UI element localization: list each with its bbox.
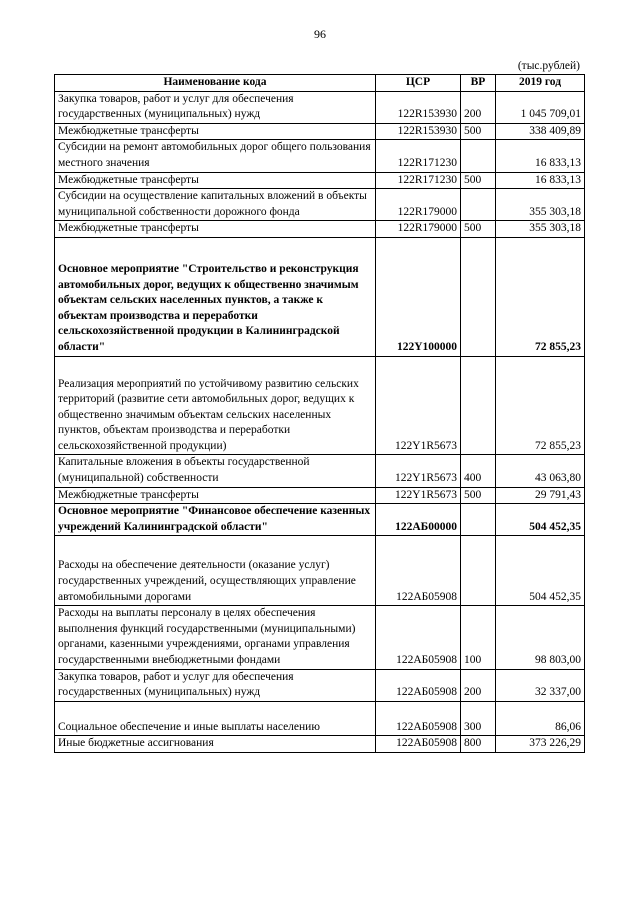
row-vr: 200 [461, 91, 496, 123]
row-amount: 355 303,18 [496, 221, 585, 238]
row-name: Межбюджетные трансферты [55, 221, 376, 238]
table-row [55, 669, 585, 701]
table-row [55, 91, 585, 123]
table-row-main-event [55, 504, 585, 536]
row-csr: 122R171230 [376, 172, 461, 189]
row-amount: 373 226,29 [496, 736, 585, 753]
row-csr: 122АБ05908 [376, 606, 461, 669]
row-csr: 122R179000 [376, 221, 461, 238]
header-vr: ВР [461, 75, 496, 92]
row-vr: 500 [461, 487, 496, 504]
row-name: Социальное обеспечение и иные выплаты населению [55, 701, 376, 736]
header-year: 2019 год [496, 75, 585, 92]
row-name: Межбюджетные трансферты [55, 172, 376, 189]
table-row [55, 736, 585, 753]
table-row-main-event [55, 237, 585, 356]
row-vr: 300 [461, 701, 496, 736]
row-name: Субсидии на ремонт автомобильных дорог общего пользования местного значения [55, 140, 376, 172]
row-csr: 122Y1R5673 [376, 455, 461, 487]
row-vr [461, 356, 496, 455]
row-name: Иные бюджетные ассигнования [55, 736, 376, 753]
row-vr [461, 536, 496, 606]
row-name: Капитальные вложения в объекты государственной (муниципальной) собственности [55, 455, 376, 487]
row-csr: 122АБ05908 [376, 536, 461, 606]
table-row [55, 189, 585, 221]
table-row [55, 140, 585, 172]
row-amount: 355 303,18 [496, 189, 585, 221]
table-row [55, 701, 585, 736]
row-amount: 29 791,43 [496, 487, 585, 504]
row-amount: 32 337,00 [496, 669, 585, 701]
row-name: Субсидии на осуществление капитальных вложений в объекты муниципальной собственности дорожного фонда [55, 189, 376, 221]
unit-note: (тыс.рублей) [517, 60, 580, 72]
row-name: Межбюджетные трансферты [55, 487, 376, 504]
row-csr: 122АБ05908 [376, 669, 461, 701]
row-vr: 500 [461, 172, 496, 189]
table-row [55, 356, 585, 455]
row-name: Расходы на выплаты персоналу в целях обеспечения выполнения функций государственными (муниципальными) органами, казенными учреждениями, органами управления государственными внебюджетными фондами [55, 606, 376, 669]
row-vr: 400 [461, 455, 496, 487]
row-csr: 122R153930 [376, 91, 461, 123]
row-csr: 122АБ05908 [376, 701, 461, 736]
row-amount: 504 452,35 [496, 536, 585, 606]
row-csr: 122R179000 [376, 189, 461, 221]
row-name: Основное мероприятие "Строительство и реконструкция автомобильных дорог, ведущих к общественно значимым объектам сельских населенных пунктов, а также к объектам производства и переработки сельскохозяйственной продукции в Калининградской области" [55, 237, 376, 356]
table-row [55, 221, 585, 238]
table-header-row [55, 75, 585, 92]
row-amount: 16 833,13 [496, 172, 585, 189]
header-name: Наименование кода [55, 75, 376, 92]
row-amount: 1 045 709,01 [496, 91, 585, 123]
page-number: 96 [314, 27, 326, 41]
row-amount: 16 833,13 [496, 140, 585, 172]
row-name: Реализация мероприятий по устойчивому развитию сельских территорий (развитие сети автомобильных дорог, ведущих к общественно значимым объектам сельских населенных пунктов, объектам производства и переработки сельскохозяйственной продукции) [55, 356, 376, 455]
header-csr: ЦСР [376, 75, 461, 92]
row-name: Межбюджетные трансферты [55, 123, 376, 140]
row-amount: 338 409,89 [496, 123, 585, 140]
budget-table [54, 74, 585, 753]
table-row [55, 123, 585, 140]
row-vr: 100 [461, 606, 496, 669]
row-csr: 122Y100000 [376, 237, 461, 356]
row-vr [461, 504, 496, 536]
row-amount: 72 855,23 [496, 356, 585, 455]
row-vr: 800 [461, 736, 496, 753]
row-csr: 122АБ00000 [376, 504, 461, 536]
row-vr [461, 189, 496, 221]
row-amount: 72 855,23 [496, 237, 585, 356]
row-csr: 122R153930 [376, 123, 461, 140]
row-vr: 200 [461, 669, 496, 701]
row-amount: 43 063,80 [496, 455, 585, 487]
row-csr: 122Y1R5673 [376, 487, 461, 504]
row-vr: 500 [461, 123, 496, 140]
row-csr: 122АБ05908 [376, 736, 461, 753]
row-amount: 504 452,35 [496, 504, 585, 536]
row-csr: 122R171230 [376, 140, 461, 172]
table-row [55, 536, 585, 606]
table-row [55, 455, 585, 487]
row-name: Основное мероприятие "Финансовое обеспечение казенных учреждений Калининградской области" [55, 504, 376, 536]
table-row [55, 606, 585, 669]
row-amount: 86,06 [496, 701, 585, 736]
row-name: Закупка товаров, работ и услуг для обеспечения государственных (муниципальных) нужд [55, 91, 376, 123]
table-row [55, 172, 585, 189]
row-name: Закупка товаров, работ и услуг для обеспечения государственных (муниципальных) нужд [55, 669, 376, 701]
table-row [55, 487, 585, 504]
row-name: Расходы на обеспечение деятельности (оказание услуг) государственных учреждений, осуществляющих управление автомобильными дорогами [55, 536, 376, 606]
row-vr: 500 [461, 221, 496, 238]
row-vr [461, 237, 496, 356]
row-vr [461, 140, 496, 172]
row-amount: 98 803,00 [496, 606, 585, 669]
row-csr: 122Y1R5673 [376, 356, 461, 455]
